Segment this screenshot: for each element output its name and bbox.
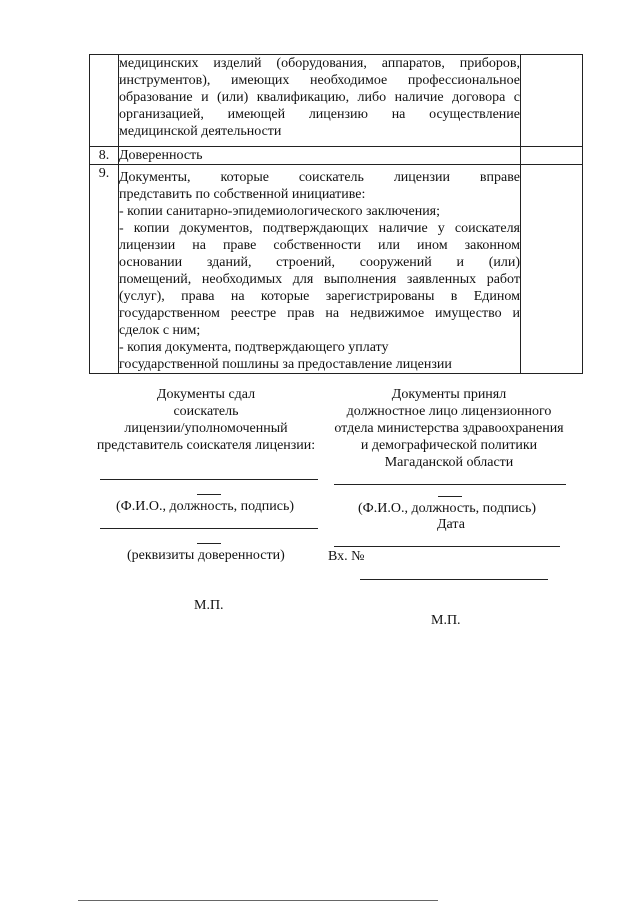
text-line: сделок с ним;	[119, 323, 201, 338]
row-text-cell	[119, 55, 521, 147]
heading-line: должностное лицо лицензионного	[346, 404, 552, 419]
date-caption: Дата	[437, 517, 465, 532]
row-number-cell: 8.	[90, 147, 119, 165]
row-number-cell: 9.	[90, 165, 119, 374]
documents-table	[89, 54, 583, 374]
text-line: помещений, необходимых для выполнения заявленных работ	[119, 272, 520, 287]
text-line: инструментов), имеющих необходимое профессиональное	[119, 73, 520, 88]
table-row	[90, 147, 583, 165]
heading-line: соискатель	[173, 404, 239, 419]
power-of-attorney-line[interactable]	[100, 528, 318, 529]
text-line: медицинских изделий (оборудования, аппаратов, приборов,	[119, 56, 520, 71]
text-line: образование и (или) квалификацию, либо наличие договора с	[119, 90, 520, 105]
text-line: Документы, которые соискатель лицензии вправе	[119, 170, 520, 185]
text-line: представить по собственной инициативе:	[119, 187, 366, 202]
heading-line: Документы принял	[391, 387, 507, 402]
text-line: лицензии на праве собственности или ином законном	[119, 238, 520, 253]
stamp-place-left: М.П.	[194, 598, 224, 613]
text-line: медицинской деятельности	[119, 124, 282, 139]
heading-line: и демографической политики	[360, 438, 538, 453]
check-cell	[521, 165, 583, 374]
text-line: государственном реестре прав на недвижимое имущество и	[119, 306, 520, 321]
check-cell	[521, 55, 583, 147]
short-dash	[197, 543, 221, 544]
text-line: государственной пошлины за предоставление лицензии	[119, 357, 452, 372]
check-cell	[521, 147, 583, 165]
incoming-number-line[interactable]	[360, 579, 548, 580]
heading-line: лицензии/уполномоченный	[124, 421, 288, 436]
text-line: основании зданий, строений, сооружений и (или)	[119, 255, 520, 270]
row-text-cell	[119, 147, 521, 165]
text-line: - копии документов, подтверждающих наличие у соискателя	[119, 221, 520, 236]
table-row	[90, 55, 583, 147]
receiver-signature-line[interactable]	[334, 484, 566, 485]
receiver-name-caption: (Ф.И.О., должность, подпись)	[358, 501, 537, 516]
heading-line: Документы сдал	[156, 387, 256, 402]
table-row	[90, 165, 583, 374]
receiver-heading	[328, 386, 570, 471]
stamp-place-right: М.П.	[431, 613, 461, 628]
heading-line: отдела министерства здравоохранения	[334, 421, 564, 436]
heading-line: представитель соискателя лицензии:	[96, 438, 316, 453]
incoming-number-label: Вх. №	[328, 549, 365, 564]
page-bottom-rule	[78, 900, 438, 901]
row-text-cell	[119, 165, 521, 374]
text-line: - копия документа, подтверждающего уплату	[119, 340, 389, 355]
text-line: - копии санитарно-эпидемиологического заключения;	[119, 204, 441, 219]
submitter-name-caption: (Ф.И.О., должность, подпись)	[116, 499, 295, 514]
text-line: организацией, имеющей лицензию на осуществление	[119, 107, 520, 122]
row-number-cell	[90, 55, 119, 147]
short-dash	[197, 494, 221, 495]
submitter-heading	[92, 386, 320, 454]
text-line: (услуг), права на которые зарегистрированы в Едином	[119, 289, 520, 304]
submitter-signature-line[interactable]	[100, 479, 318, 480]
heading-line: Магаданской области	[384, 455, 514, 470]
power-of-attorney-caption: (реквизиты доверенности)	[127, 548, 285, 563]
date-line[interactable]	[334, 546, 560, 547]
short-dash	[438, 496, 462, 497]
text-line: Доверенность	[119, 148, 203, 163]
